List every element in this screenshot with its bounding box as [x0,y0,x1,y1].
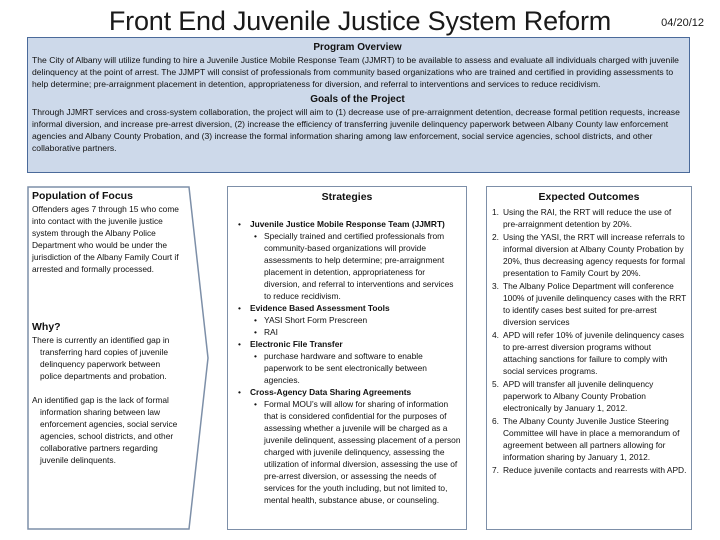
strategy-item: • Juvenile Justice Mobile Response Team (JJMRT) [228,218,466,230]
why-paragraph-1: There is currently an identified gap in transferring hard copies of juvenile delinquency paperwork between police departments and probation. [32,335,170,381]
outcome-item: 4. APD will refer 10% of juvenile delinquency cases to pre-arrest diversion programs without attaching sanctions for failure to comply with social services programs. [492,330,685,376]
outcomes-heading: Expected Outcomes [538,191,640,203]
program-overview-box [27,37,690,173]
left-column [32,190,182,466]
goals-heading: Goals of the Project [310,94,405,105]
outcome-item: 7. Reduce juvenile contacts and rearrests with APD. [492,465,687,475]
strategy-subitem: • Formal MOU’s will allow for sharing of information that is considered confidential for the purposes of assessing whether a juvenile will be charged as a juvenile delinquent, assessing placement of a person charged with juvenile delinquency, assessing the utilization of informal diversion, assessing the use of pre-arrest diversion, or assessing the needs of services for the youth including, but not limited to, mental health, substance abuse, or counseling. [228,398,466,506]
focus-text: Offenders ages 7 through 15 who come into contact with the juvenile justice system through the Albany Police Department who would be under the jurisdiction of the Albany Family Court if arrested and formally processed. [32,204,179,274]
outcome-item: 6. The Albany County Juvenile Justice Steering Committee will have in place a memorandum of agreement between all partners allowing for information sharing by January 1, 2012. [492,416,680,462]
outcome-item: 5. APD will transfer all juvenile delinquency paperwork to Albany County Probation electronically by January 1, 2012. [492,379,654,413]
strategy-item: • Cross-Agency Data Sharing Agreements [228,386,466,398]
overview-heading: Program Overview [313,42,402,53]
focus-heading: Population of Focus [32,190,133,202]
strategy-subitem: • Specially trained and certified professionals from community-based organizations will provide assessments to help determine; pre-arraignment placement in detention, appropriateness for diversion, and referral to interventions and services to reduce recidivism. [228,230,466,302]
strategy-subitem: • purchase hardware and software to enable paperwork to be sent electronically between agencies. [228,350,466,386]
strategy-subitem: • RAI [228,326,466,338]
overview-text: The City of Albany will utilize funding to hire a Juvenile Justice Mobile Response Team (JJMRT) to be available to assess and evaluate all individuals charged with juvenile delinquency at the point of arrest. The JJMPT will consist of professionals from community based organizations who are trained and certified in providing assessments to help determine; pre-arraignment placement in detention, appropriateness for diversion, and referral to interventions and services to reduce recidivism. [32,55,679,89]
outcome-item: 2. Using the YASI, the RRT will increase referrals to informal diversion at Albany County Probation by 20%, thus decreasing agency requests for formal presentation to Family Court by 20%. [492,232,686,278]
date-label: 04/20/12 [661,17,704,29]
outcomes-column [486,186,692,530]
why-heading: Why? [32,321,61,333]
strategy-subitem: • YASI Short Form Prescreen [228,314,466,326]
strategies-heading: Strategies [321,191,373,203]
strategy-item: • Evidence Based Assessment Tools [228,302,466,314]
outcome-item: 3. The Albany Police Department will conference 100% of juvenile delinquency cases with the RRT to identify cases best suited for pre-arrest diversion services [492,281,687,327]
why-paragraph-2: An identified gap is the lack of formal information sharing between law enforcement agencies, social service agencies, school districts, and other collaborative partners regarding juvenile delinquents. [32,395,178,465]
goals-text: Through JJMRT services and cross-system collaboration, the project will aim to (1) decrease use of pre-arraignment detention, decrease formal petition requests, increase informal diversion, and increase pre-arrest diversion, (2) increase the efficiency of transferring juvenile delinquency paperwork between Albany County law enforcement agencies and Albany County Probation, and (3) increase the formal information sharing among law enforcement, social service agencies, school districts, and other collaborative partners. [32,107,680,153]
strategies-column [227,186,467,530]
strategy-item: • Electronic File Transfer [228,338,466,350]
page-title: Front End Juvenile Justice System Reform [108,6,612,36]
outcome-item: 1. Using the RAI, the RRT will reduce the use of pre-arraignment detention by 20%. [492,207,672,229]
